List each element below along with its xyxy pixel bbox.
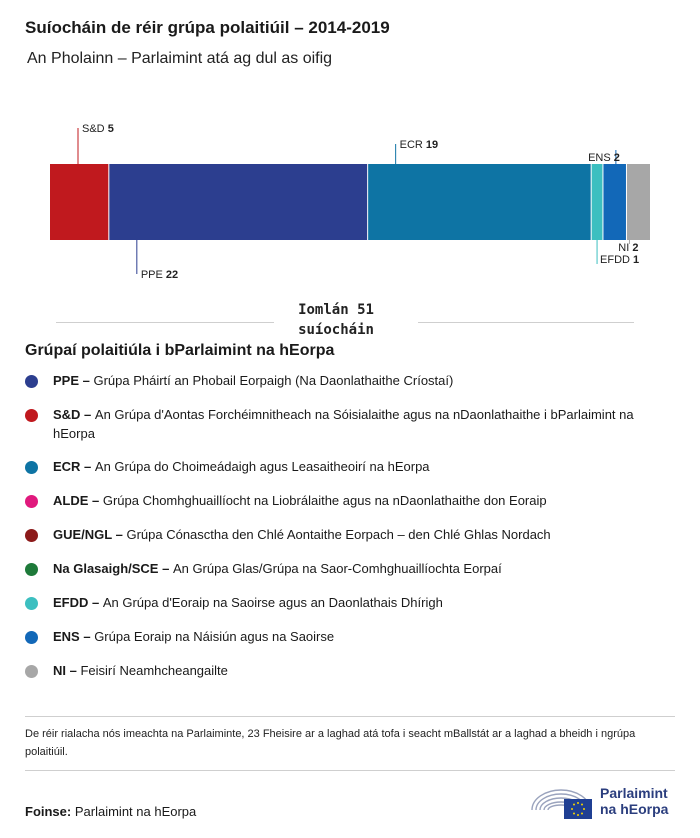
data-label-ni: NI 2 bbox=[618, 242, 639, 254]
legend-description: An Grúpa d'Eoraip na Saoirse agus an Daonlathais Dhírigh bbox=[102, 595, 443, 610]
chart-subtitle: An Pholainn – Parlaimint atá ag dul as oifig bbox=[27, 50, 333, 67]
legend-description: Grúpa Eoraip na Náisiún agus na Saoirse bbox=[94, 629, 335, 644]
legend-abbr: EFDD – bbox=[53, 595, 103, 610]
legend-color-dot bbox=[25, 409, 38, 422]
legend-description: An Grúpa do Choimeádaigh agus Leasaitheoirí na hEorpa bbox=[94, 459, 430, 474]
divider-bottom bbox=[25, 770, 675, 771]
logo-line-1: Parlaimint bbox=[600, 785, 668, 801]
legend-abbr: Na Glasaigh/SCE – bbox=[53, 561, 173, 576]
legend-label bbox=[53, 525, 670, 544]
legend-abbr: PPE – bbox=[53, 373, 94, 388]
total-label-unit: suíocháin bbox=[298, 322, 374, 338]
legend-description: Grúpa Pháirtí an Phobail Eorpaigh (Na Daonlathaithe Críostaí) bbox=[93, 373, 454, 388]
legend-description: An Grúpa d'Aontas Forchéimnitheach na Sóisialaithe agus na nDaonlathaithe i bParlaimint na hEorpa bbox=[53, 407, 634, 441]
legend-label bbox=[53, 405, 670, 443]
total-label-count: Iomlán 51 bbox=[298, 302, 374, 318]
legend-description: An Grúpa Glas/Grúpa na Saor-Comhghuaillíochta Eorpaí bbox=[172, 561, 502, 576]
legend-description: Grúpa Cónasctha den Chlé Aontaithe Eorpach – den Chlé Ghlas Nordach bbox=[126, 527, 551, 542]
bar-segment-ecr bbox=[368, 164, 592, 240]
legend-color-dot bbox=[25, 665, 38, 678]
legend-label bbox=[53, 559, 670, 578]
legend-label bbox=[53, 593, 670, 612]
total-rule-right bbox=[418, 322, 634, 323]
legend-label bbox=[53, 457, 670, 476]
european-parliament-logo bbox=[528, 780, 688, 825]
data-label-ens: ENS 2 bbox=[588, 152, 620, 164]
legend-color-dot bbox=[25, 563, 38, 576]
legend-description: Grúpa Chomhghuaillíocht na Liobrálaithe agus na nDaonlathaithe don Eoraip bbox=[102, 493, 547, 508]
bar-segment-ens bbox=[603, 164, 627, 240]
legend-color-dot bbox=[25, 529, 38, 542]
legend-abbr: S&D – bbox=[53, 407, 95, 422]
bar-segment-ppe bbox=[109, 164, 368, 240]
footnote: De réir rialacha nós imeachta na Parlaiminte, 23 Fheisire ar a laghad atá tofa i seacht mBallstát ar a laghad a bheidh i ngrúpa polaitiúil. bbox=[25, 728, 636, 758]
legend-abbr: ECR – bbox=[53, 459, 95, 474]
parliament-hemicycle-icon bbox=[528, 780, 594, 825]
legend-title: Grúpaí polaitiúla i bParlaimint na hEorpa bbox=[25, 342, 335, 359]
data-label-efdd: EFDD 1 bbox=[600, 254, 640, 266]
logo-text bbox=[600, 785, 668, 817]
legend-label bbox=[53, 491, 670, 510]
bar-segment-ni bbox=[626, 164, 650, 240]
total-rule-left bbox=[56, 322, 274, 323]
legend-color-dot bbox=[25, 495, 38, 508]
source-text: Parlaimint na hEorpa bbox=[74, 804, 197, 819]
legend-abbr: GUE/NGL – bbox=[53, 527, 127, 542]
source-label: Foinse: bbox=[25, 804, 72, 819]
legend-abbr: ENS – bbox=[53, 629, 95, 644]
legend-abbr: ALDE – bbox=[53, 493, 103, 508]
legend-color-dot bbox=[25, 597, 38, 610]
stacked-bar-chart bbox=[0, 120, 700, 285]
chart-title: Suíocháin de réir grúpa polaitiúil – 2014-2019 bbox=[25, 18, 390, 37]
legend-color-dot bbox=[25, 631, 38, 644]
divider-top bbox=[25, 716, 675, 717]
data-label-ecr: ECR 19 bbox=[399, 139, 439, 151]
legend-abbr: NI – bbox=[53, 663, 81, 678]
legend-color-dot bbox=[25, 375, 38, 388]
total-label bbox=[286, 300, 386, 340]
legend-color-dot bbox=[25, 461, 38, 474]
total-seats bbox=[56, 300, 634, 340]
data-label-s-d: S&D 5 bbox=[82, 123, 114, 135]
legend-label bbox=[53, 371, 670, 390]
legend-description: Feisirí Neamhcheangailte bbox=[80, 663, 228, 678]
bar-segment-efdd bbox=[591, 164, 603, 240]
legend-label bbox=[53, 627, 670, 646]
data-label-ppe: PPE 22 bbox=[140, 269, 179, 281]
bar-segment-s-d bbox=[50, 164, 109, 240]
logo-line-2: na hEorpa bbox=[600, 801, 669, 817]
legend-label bbox=[53, 661, 670, 680]
source bbox=[25, 804, 196, 819]
